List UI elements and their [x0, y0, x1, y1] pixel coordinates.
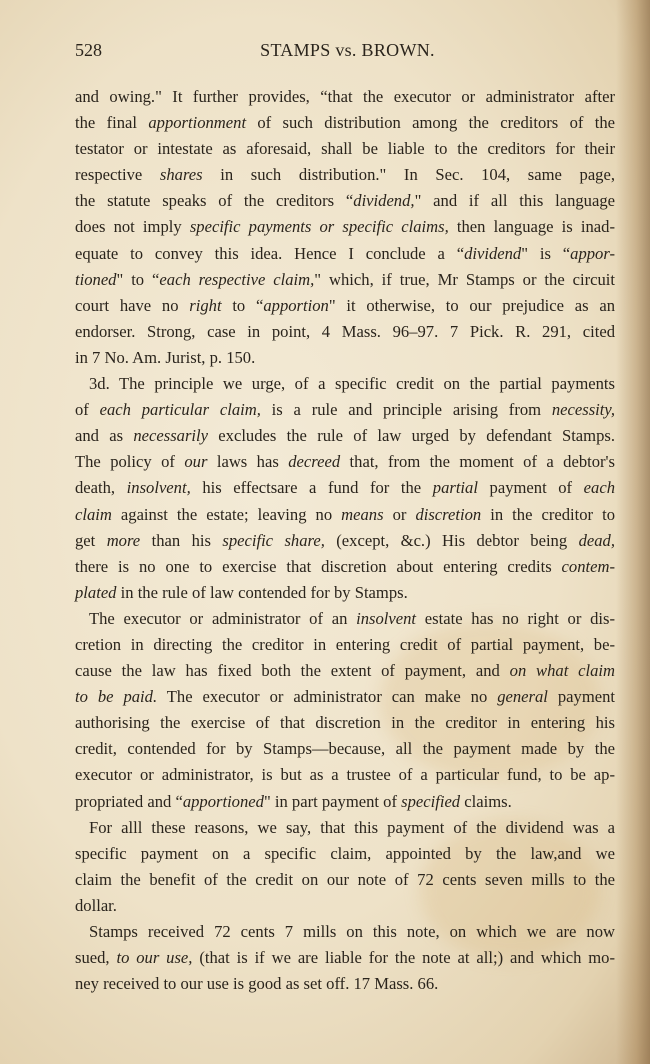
italic-text: necessarily [133, 426, 209, 446]
text-run: authorising the exercise of that discretion in the creditor in entering his [75, 713, 615, 733]
text-line [75, 241, 615, 267]
text-line [75, 475, 615, 501]
text-line [75, 162, 615, 188]
text-run: claims. [460, 791, 512, 811]
text-run: then language is inad- [448, 217, 615, 237]
text-line [75, 867, 615, 893]
text-line [75, 397, 615, 423]
text-run: there is no one to exercise that discretion about entering credits [75, 556, 562, 576]
text-run: does not imply [75, 217, 190, 237]
italic-text: means [341, 504, 384, 524]
text-run: to “ [221, 295, 264, 315]
text-run: The executor or administrator can make no [157, 687, 498, 707]
italic-text: each [583, 478, 615, 498]
text-run: executor or administrator, is but as a trustee of a particular fund, to be ap- [75, 765, 615, 785]
text-run: in 7 No. Am. Jurist, p. 150. [75, 347, 256, 367]
text-line [75, 371, 615, 397]
italic-text: apportionment [148, 113, 247, 133]
text-line [75, 214, 615, 240]
text-line [75, 815, 615, 841]
text-run: cause the law has fixed both the extent of payment, and [75, 661, 510, 681]
text-run: his effectsare a fund for the [190, 478, 433, 498]
text-run: " it otherwise, to our prejudice as an [328, 295, 615, 315]
text-line [75, 554, 615, 580]
italic-text: apportion [263, 295, 329, 315]
text-run: Stamps received 72 cents 7 mills on this note, on which we are now [89, 922, 615, 941]
text-line [75, 502, 615, 528]
page-edge-shadow [616, 0, 650, 1064]
italic-text: each respective claim, [159, 269, 315, 289]
text-run: and as [75, 426, 134, 446]
text-line [75, 684, 615, 710]
text-line [75, 345, 615, 371]
running-title: STAMPS vs. BROWN. [260, 40, 435, 60]
italic-text: contem- [561, 556, 615, 576]
text-run: ney received to our use is good as set off. 17 Mass. 66. [75, 974, 439, 994]
italic-text: more [106, 530, 141, 550]
text-line [75, 423, 615, 449]
text-run: " in part payment of [263, 791, 402, 811]
text-run: credit, contended for by Stamps—because, all the payment made by the [75, 739, 615, 759]
text-run: that, from the moment of a debtor's [340, 452, 616, 472]
text-run: 3d. The principle we urge, of a specific credit on the partial payments [89, 374, 615, 394]
text-run: For alll these reasons, we say, that this payment of the dividend was a [89, 817, 615, 837]
text-run: testator or intestate as aforesaid, shall be liable to the creditors for their [75, 139, 615, 159]
text-run: The executor or administrator of an [89, 608, 357, 628]
text-line [75, 293, 615, 319]
text-run: claim the benefit of the credit on our note of 72 cents seven mills to the [75, 869, 615, 889]
text-run: " and if all this language [414, 191, 615, 211]
text-run: endorser. Strong, case in point, 4 Mass. 96–97. 7 Pick. R. 291, cited [75, 321, 615, 341]
italic-text: partial [432, 478, 478, 498]
italic-text: dead, [578, 530, 615, 550]
page-header [75, 40, 620, 70]
text-run: payment [547, 687, 615, 707]
text-line [75, 188, 615, 214]
text-run: cretion in directing the creditor in entering credit of partial payment, be- [75, 634, 615, 654]
text-run: propriated and “ [75, 791, 183, 811]
text-run: the statute speaks of the creditors “ [75, 191, 354, 211]
text-run: or [383, 504, 416, 524]
text-line [75, 267, 615, 293]
text-run: death, [75, 478, 127, 498]
text-line [75, 136, 615, 162]
text-line [75, 789, 615, 815]
italic-text: general [497, 687, 548, 707]
italic-text: our [184, 452, 208, 472]
text-line [75, 580, 615, 606]
italic-text: appor- [570, 243, 615, 263]
italic-text: specific share, [222, 530, 325, 550]
text-run: court have no [75, 295, 190, 315]
text-run: " to “ [116, 269, 160, 289]
text-run: in such distribution." In Sec. 104, same page, [202, 165, 615, 185]
text-run: specific payment on a specific claim, appointed by the law,and we [75, 843, 615, 863]
italic-text: apportioned [182, 791, 264, 811]
italic-text: insolvent, [126, 478, 191, 498]
text-line [75, 606, 615, 632]
text-run: laws has [207, 452, 289, 472]
text-line [75, 110, 615, 136]
text-run: estate has no right or dis- [416, 608, 615, 628]
text-line [75, 736, 615, 762]
text-line [75, 945, 615, 971]
text-run: " is “ [521, 243, 571, 263]
text-line [75, 658, 615, 684]
text-run: (that is if we are liable for the note at all;) and which mo- [192, 948, 615, 968]
text-run: of [75, 400, 100, 420]
italic-text: claim [75, 504, 112, 524]
italic-text: decreed [288, 452, 341, 472]
text-line [75, 971, 615, 997]
text-run: get [75, 530, 107, 550]
text-line [75, 710, 615, 736]
italic-text: dividend [464, 243, 522, 263]
italic-text: to our use, [116, 948, 193, 968]
text-line [75, 762, 615, 788]
text-run: and owing." It further provides, “that the executor or administrator after [75, 87, 615, 106]
italic-text: specified [401, 791, 461, 811]
text-run: the final [75, 113, 149, 133]
text-run: respective [75, 165, 160, 185]
italic-text: discretion [415, 504, 482, 524]
text-run: against the estate; leaving no [111, 504, 342, 524]
text-run: of such distribution among the creditors of the [246, 113, 616, 133]
text-line [75, 893, 615, 919]
text-run: sued, [75, 948, 117, 968]
text-run: The policy of [75, 452, 185, 472]
page-number: 528 [75, 40, 102, 60]
italic-text: dividend, [353, 191, 415, 211]
text-line [75, 919, 615, 945]
italic-text: right [189, 295, 222, 315]
text-run: in the rule of law contended for by Stamps. [116, 582, 408, 602]
text-run: in the creditor to [481, 504, 616, 524]
page-body-text [75, 84, 615, 997]
text-line [75, 449, 615, 475]
italic-text: shares [159, 165, 203, 185]
italic-text: plated [75, 582, 117, 602]
text-run: than his [140, 530, 223, 550]
text-line [75, 84, 615, 110]
italic-text: necessity, [551, 400, 615, 420]
italic-text: each particular claim, [99, 400, 261, 420]
text-run: equate to convey this idea. Hence I conclude a “ [75, 243, 465, 263]
italic-text: insolvent [356, 608, 417, 628]
text-run: dollar. [75, 895, 117, 915]
italic-text: tioned [75, 269, 117, 289]
text-run: is a rule and principle arising from [260, 400, 552, 420]
text-line [75, 632, 615, 658]
text-run: excludes the rule of law urged by defendant Stamps. [208, 426, 615, 446]
text-line [75, 528, 615, 554]
italic-text: on what claim [509, 661, 615, 681]
text-run: payment of [477, 478, 584, 498]
text-run: " which, if true, Mr Stamps or the circuit [314, 269, 616, 289]
italic-text: specific payments or specific claims, [189, 217, 449, 237]
text-run: (except, &c.) His debtor being [324, 530, 579, 550]
text-line [75, 841, 615, 867]
italic-text: to be paid. [75, 687, 158, 707]
text-line [75, 319, 615, 345]
